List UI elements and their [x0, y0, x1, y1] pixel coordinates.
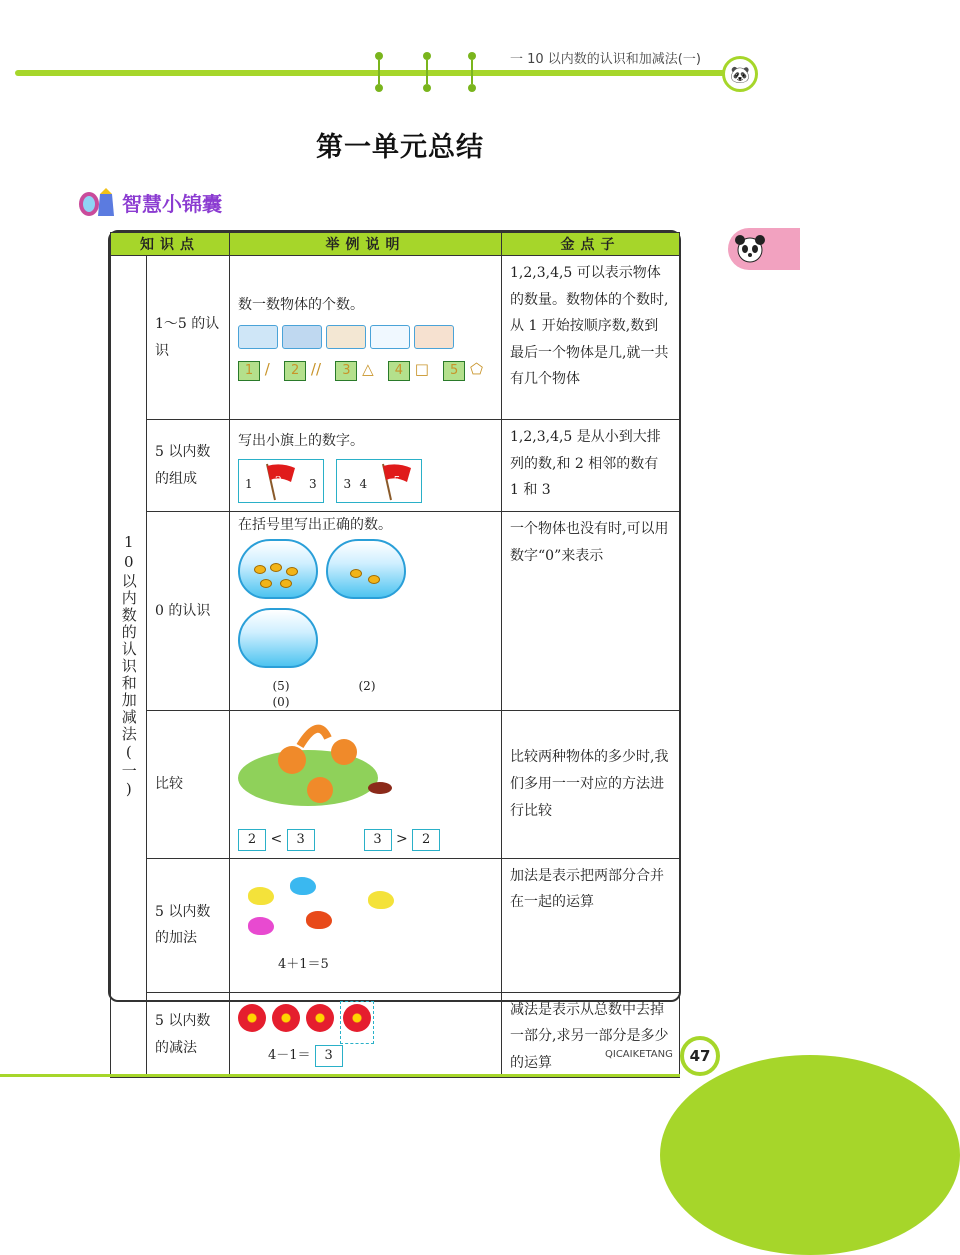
cloud-picture	[370, 325, 410, 349]
flower-icon	[238, 1004, 266, 1032]
footer-line	[0, 1074, 680, 1077]
flowers-picture	[238, 1001, 493, 1045]
bowl-answer: (2)	[358, 678, 376, 693]
count-box: 1	[238, 361, 260, 381]
squirrels-picture	[238, 716, 398, 816]
topic-label: 比较	[147, 710, 230, 858]
page-title: 第一单元总结	[316, 132, 484, 163]
count-box: 5	[443, 361, 465, 381]
topic-label: 5 以内数的加法	[147, 858, 230, 992]
children-picture	[414, 325, 454, 349]
compare-box: 2	[238, 829, 266, 851]
table-row	[111, 710, 680, 858]
bowl-answers	[238, 678, 493, 710]
tip-text: 比较两种物体的多少时,我们多用一一对应的方法进行比较	[502, 710, 680, 858]
flag-card	[238, 459, 324, 503]
addition-equation: 4＋1＝5	[278, 956, 329, 972]
fishbowl-picture	[326, 539, 406, 599]
compare-sign: >	[396, 830, 408, 847]
bowl-answer: (0)	[272, 694, 290, 709]
example-cell	[230, 710, 502, 858]
tip-text: 1,2,3,4,5 是从小到大排列的数,和 2 相邻的数有 1 和 3	[502, 420, 680, 512]
answer-box: 3	[315, 1045, 343, 1067]
tip-text: 加法是表示把两部分合并在一起的运算	[502, 858, 680, 992]
comparison-row	[238, 826, 493, 853]
flag-number: 1	[245, 476, 253, 491]
table-row	[111, 512, 680, 711]
header-knowledge: 知识点	[111, 233, 230, 256]
table-row	[111, 420, 680, 512]
elephant-picture	[238, 325, 278, 349]
flower-icon	[306, 1004, 334, 1032]
chapter-header: 一 10 以内数的认识和加减法(一)	[510, 52, 701, 67]
table-row	[111, 992, 680, 1077]
flag-number: 4	[359, 476, 368, 491]
panda-badge-icon: 🐼	[722, 56, 758, 92]
header-example: 举例说明	[230, 233, 502, 256]
corner-decoration	[660, 1055, 960, 1255]
fishbowl-picture	[238, 539, 318, 599]
flag-number: 3	[343, 476, 352, 491]
birds-picture	[238, 873, 493, 953]
table-header-row	[111, 233, 680, 256]
tip-text: 减法是表示从总数中去掉一部分,求另一部分是多少的运算	[502, 992, 680, 1077]
side-tab	[728, 228, 800, 270]
flag-number: 2	[275, 473, 282, 487]
compare-box: 3	[287, 829, 315, 851]
group-label: 10以内数的认识和加减法(一)	[111, 256, 147, 1078]
fishbowl-picture	[238, 608, 318, 668]
example-cell	[230, 992, 502, 1077]
bar-knob	[423, 52, 431, 92]
count-box: 2	[284, 361, 306, 381]
flower-icon	[272, 1004, 300, 1032]
section-title: 智慧小锦囊	[122, 192, 222, 216]
example-cell	[230, 420, 502, 512]
example-cell	[230, 256, 502, 420]
flag-card	[336, 459, 422, 503]
tip-text: 一个物体也没有时,可以用数字“0”来表示	[502, 512, 680, 711]
panda-icon	[732, 234, 768, 264]
fishbowls	[238, 539, 493, 678]
hippo-picture	[282, 325, 322, 349]
compare-box: 3	[364, 829, 392, 851]
page-number: 47	[680, 1036, 720, 1076]
equation-text: 4－1＝	[268, 1048, 311, 1064]
bar-knob	[375, 52, 383, 92]
count-box: 3	[335, 361, 357, 381]
example-title: 写出小旗上的数字。	[238, 433, 364, 450]
table-row	[111, 256, 680, 420]
table-row	[111, 858, 680, 992]
compare-sign: <	[270, 830, 283, 847]
topic-label: 5 以内数的减法	[147, 992, 230, 1077]
count-box: 4	[388, 361, 410, 381]
lucky-bag-icon	[76, 186, 116, 218]
flag-number: 3	[309, 476, 317, 491]
header-tip: 金点子	[502, 233, 680, 256]
footer-brand: QICAIKETANG	[605, 1049, 673, 1060]
crossed-flower	[340, 1001, 374, 1045]
tip-text: 1,2,3,4,5 可以表示物体的数量。数物体的个数时,从 1 开始按顺序数,数到最后一个物体是几,就一共有几个物体	[502, 256, 680, 420]
bowl-answer: (5)	[272, 678, 290, 693]
count-row: 1 / 2 // 3 △ 4 □ 5 ⬠	[238, 355, 493, 384]
bar-knob	[468, 52, 476, 92]
compare-box: 2	[412, 829, 440, 851]
object-pictures	[238, 324, 493, 351]
subtraction-equation	[238, 1044, 493, 1069]
topic-label: 1～5 的认识	[147, 256, 230, 420]
flower-icon	[343, 1004, 371, 1032]
example-title: 数一数物体的个数。	[238, 296, 364, 313]
example-cell	[230, 858, 502, 992]
flag-number: 5	[393, 473, 401, 487]
example-title: 在括号里写出正确的数。	[238, 517, 392, 533]
example-cell	[230, 512, 502, 711]
topic-label: 5 以内数的组成	[147, 420, 230, 512]
topic-label: 0 的认识	[147, 512, 230, 711]
deer-picture	[326, 325, 366, 349]
